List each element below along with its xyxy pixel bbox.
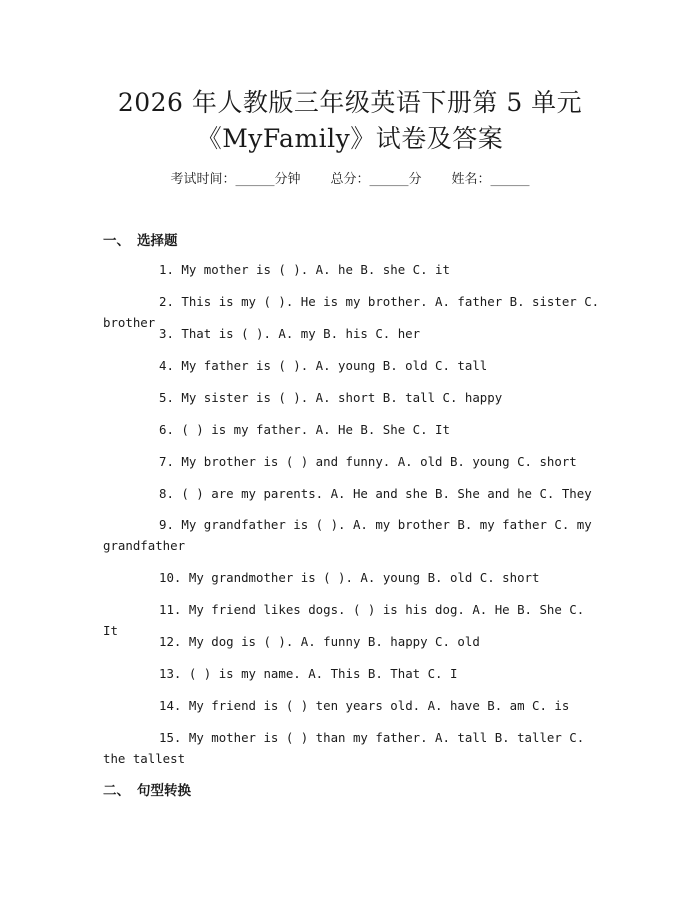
section-heading-multiple-choice [103, 229, 178, 249]
question-number: 15. [159, 730, 182, 745]
question-item [103, 451, 603, 472]
question-text: This is my ( ). He is my brother. A. father B. sister C. brother [103, 294, 600, 330]
question-text: My brother is ( ) and funny. A. old B. young C. short [181, 454, 577, 469]
question-text: My dog is ( ). A. funny B. happy C. old [188, 634, 480, 649]
section-title: 句型转换 [137, 783, 191, 799]
question-number: 3. [159, 326, 174, 341]
question-item [103, 483, 603, 504]
question-text: My mother is ( ) than my father. A. tall B. taller C. the tallest [103, 730, 585, 766]
question-number: 1. [159, 262, 174, 277]
question-number: 7. [159, 454, 174, 469]
question-number: 9. [159, 517, 174, 532]
question-item [103, 514, 603, 556]
question-number: 12. [159, 634, 182, 649]
exam-info-line [0, 168, 700, 187]
exam-time-field: 考试时间：______分钟 [170, 172, 301, 187]
question-number: 10. [159, 570, 182, 585]
question-item [103, 663, 603, 684]
question-text: My friend likes dogs. ( ) is his dog. A. He B. She C. It [103, 602, 585, 638]
question-item [103, 727, 603, 769]
question-item [103, 631, 603, 652]
question-text: ( ) is my father. A. He B. She C. It [181, 422, 450, 437]
question-text: My sister is ( ). A. short B. tall C. happy [181, 390, 503, 405]
question-number: 2. [159, 294, 174, 309]
section-heading-sentence-transformation [103, 779, 191, 799]
question-item [103, 567, 603, 588]
question-text: That is ( ). A. my B. his C. her [181, 326, 421, 341]
question-number: 13. [159, 666, 182, 681]
question-text: My grandfather is ( ). A. my brother B. my father C. my grandfather [103, 517, 592, 553]
question-item [103, 419, 603, 440]
question-text: My father is ( ). A. young B. old C. tall [181, 358, 488, 373]
question-item [103, 695, 603, 716]
question-item [103, 387, 603, 408]
question-text: My grandmother is ( ). A. young B. old C. short [188, 570, 540, 585]
question-item [103, 259, 603, 280]
question-number: 4. [159, 358, 174, 373]
exam-score-field: 总分：______分 [330, 172, 422, 187]
section-title: 选择题 [137, 233, 178, 249]
exam-title-line-2: 《MyFamily》试卷及答案 [196, 124, 504, 153]
question-number: 5. [159, 390, 174, 405]
question-number: 11. [159, 602, 182, 617]
exam-title-line-1: 2026 年人教版三年级英语下册第 5 单元 [117, 88, 583, 117]
question-number: 8. [159, 486, 174, 501]
question-text: My mother is ( ). A. he B. she C. it [181, 262, 450, 277]
question-number: 6. [159, 422, 174, 437]
student-name-field: 姓名：______ [451, 172, 530, 187]
question-item [103, 355, 603, 376]
question-item [103, 323, 603, 344]
section-number: 一、 [103, 233, 130, 249]
question-text: ( ) is my name. A. This B. That C. I [188, 666, 458, 681]
question-text: ( ) are my parents. A. He and she B. She and he C. They [181, 486, 592, 501]
question-text: My friend is ( ) ten years old. A. have B. am C. is [188, 698, 570, 713]
question-number: 14. [159, 698, 182, 713]
section-number: 二、 [103, 783, 130, 799]
